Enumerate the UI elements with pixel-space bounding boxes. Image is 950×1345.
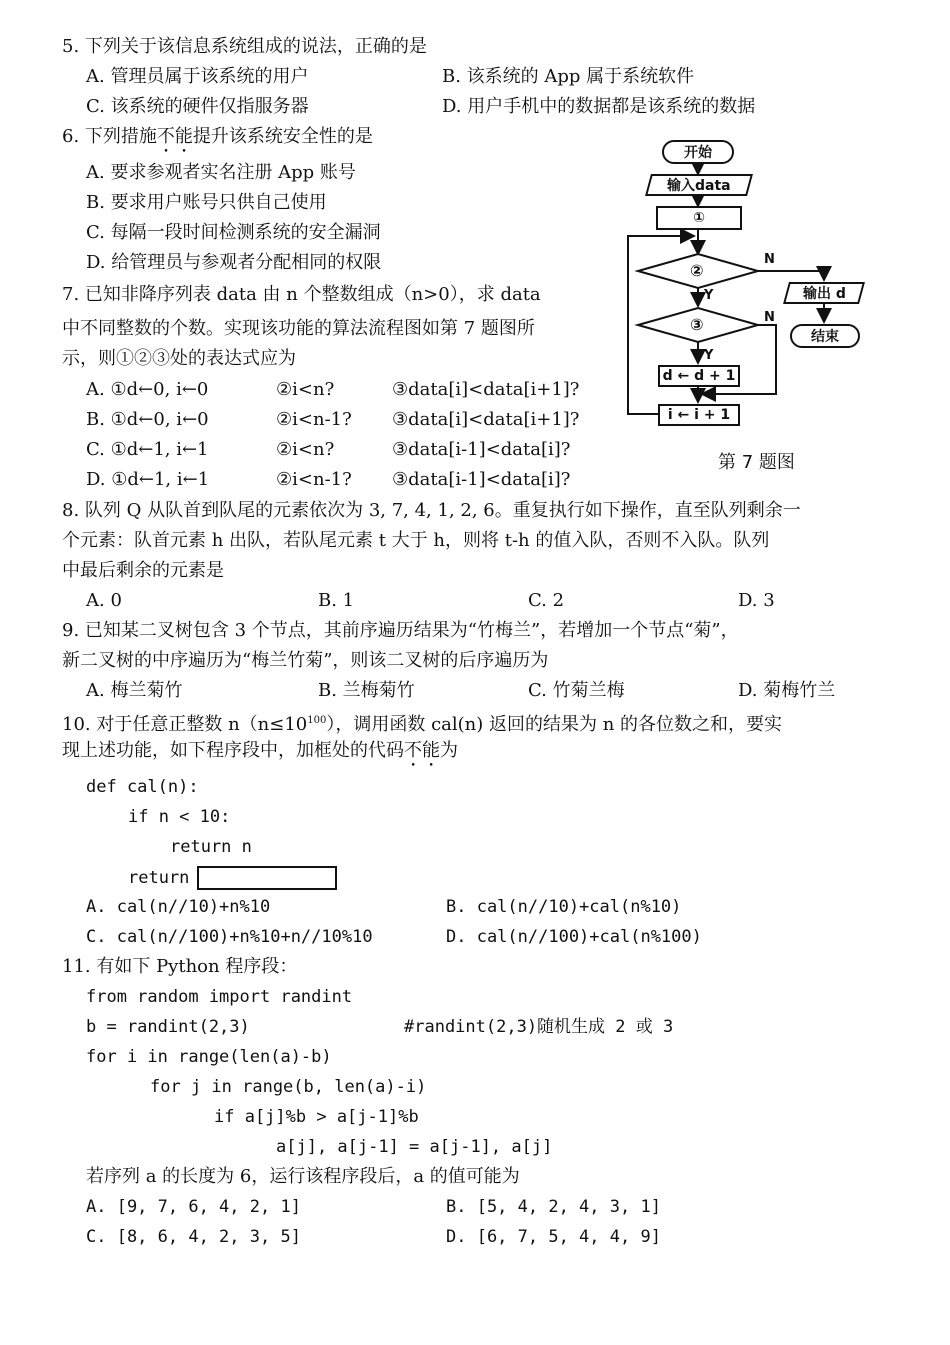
q7-option-a-part3: ③data[i]<data[i+1]? — [392, 379, 580, 400]
q6-option-d: D. 给管理员与参观者分配相同的权限 — [86, 252, 382, 273]
q7-option-d-part3: ③data[i-1]<data[i]? — [392, 469, 571, 490]
q5-stem: 5. 下列关于该信息系统组成的说法，正确的是 — [62, 36, 427, 57]
q6-option-b: B. 要求用户账号只供自己使用 — [86, 192, 327, 213]
flow-start-terminal: 开始 — [662, 140, 734, 164]
q9-option-c: C. 竹菊兰梅 — [528, 680, 625, 701]
q7-option-b-part3: ③data[i]<data[i+1]? — [392, 409, 580, 430]
q8-option-d: D. 3 — [738, 590, 775, 611]
q10-code-line1: def cal(n): — [86, 777, 199, 797]
q7-option-c-part3: ③data[i-1]<data[i]? — [392, 439, 571, 460]
q11-option-d: D. [6, 7, 5, 4, 4, 9] — [446, 1227, 661, 1247]
q9-option-a: A. 梅兰菊竹 — [86, 680, 183, 701]
q10-stem-line2 — [62, 740, 458, 771]
q10-option-b: B. cal(n//10)+cal(n%10) — [446, 897, 682, 917]
q11-question: 若序列 a 的长度为 6，运行该程序段后，a 的值可能为 — [86, 1166, 520, 1187]
q6-option-c: C. 每隔一段时间检测系统的安全漏洞 — [86, 222, 381, 243]
q8-stem-line3: 中最后剩余的元素是 — [62, 560, 224, 581]
q10-stem2-pre: 现上述功能，如下程序段中，加框处的代码 — [62, 740, 404, 761]
q11-code-line1: from random import randint — [86, 987, 353, 1007]
q7-stem-line1: 7. 已知非降序列表 data 由 n 个整数组成（n>0），求 data — [62, 284, 541, 305]
q10-stem-post: ），调用函数 cal(n) 返回的结果为 n 的各位数之和，要实 — [326, 714, 783, 735]
q6-stem — [62, 126, 373, 157]
q6-stem-pre: 6. 下列措施 — [62, 126, 157, 147]
flow-no-label-2: N — [764, 252, 775, 267]
flow-end-terminal: 结束 — [790, 324, 860, 348]
q11-stem: 11. 有如下 Python 程序段： — [62, 956, 298, 977]
flow-output-box — [783, 282, 865, 304]
q8-option-b: B. 1 — [318, 590, 355, 611]
q11-code-comment: #randint(2,3)随机生成 2 或 3 — [404, 1017, 674, 1037]
q9-option-b: B. 兰梅菊竹 — [318, 680, 415, 701]
flow-no-label-3: N — [764, 310, 775, 325]
q5-option-b: B. 该系统的 App 属于系统软件 — [442, 66, 695, 87]
q7-option-a-part1: A. ①d←0, i←0 — [86, 379, 209, 400]
q10-option-a: A. cal(n//10)+n%10 — [86, 897, 271, 917]
q10-option-c: C. cal(n//100)+n%10+n//10%10 — [86, 927, 373, 947]
flow-increment-d: d ← d + 1 — [658, 365, 740, 387]
q7-option-b-part2: ②i<n-1? — [276, 409, 352, 430]
q7-option-d-part1: D. ①d←1, i←1 — [86, 469, 210, 490]
q7-option-a-part2: ②i<n? — [276, 379, 335, 400]
q6-stem-post: 提升该系统安全性的是 — [192, 126, 373, 147]
q11-option-a: A. [9, 7, 6, 4, 2, 1] — [86, 1197, 301, 1217]
q5-option-a: A. 管理员属于该系统的用户 — [86, 66, 309, 87]
q7-option-c-part1: C. ①d←1, i←1 — [86, 439, 209, 460]
q7-option-b-part1: B. ①d←0, i←0 — [86, 409, 209, 430]
q11-code-line5: if a[j]%b > a[j-1]%b — [214, 1107, 419, 1127]
q7-stem-line2: 中不同整数的个数。实现该功能的算法流程图如第 7 题图所 — [62, 318, 535, 339]
flow-yes-label-3: Y — [704, 348, 714, 363]
flow-output-label: 输出 d — [802, 286, 846, 302]
q10-option-d: D. cal(n//100)+cal(n%100) — [446, 927, 702, 947]
q6-stem-emphasis: 不能 — [156, 126, 193, 147]
q10-exponent: 100 — [307, 715, 327, 726]
q11-code-line2: b = randint(2,3) — [86, 1017, 250, 1037]
q10-return-keyword: return — [128, 868, 190, 888]
flow-input-label: 输入data — [667, 178, 731, 194]
flowchart-caption: 第 7 题图 — [718, 452, 795, 473]
flow-input-box — [645, 174, 753, 196]
flow-yes-label-2: Y — [704, 288, 714, 303]
q11-code-line3: for i in range(len(a)-b) — [86, 1047, 332, 1067]
q9-option-d: D. 菊梅竹兰 — [738, 680, 836, 701]
q5-option-c: C. 该系统的硬件仅指服务器 — [86, 96, 309, 117]
q10-code-line2: if n < 10: — [128, 807, 231, 827]
flow-decision-2-label: ② — [690, 261, 704, 280]
q10-code-line4 — [128, 866, 337, 890]
flow-step-1: ① — [656, 206, 742, 230]
q10-code-line3: return n — [170, 837, 252, 857]
q5-option-d: D. 用户手机中的数据都是该系统的数据 — [442, 96, 756, 117]
flow-decision-3-label: ③ — [690, 315, 704, 334]
q11-code-line6: a[j], a[j-1] = a[j-1], a[j] — [276, 1137, 553, 1157]
q10-blank-box — [197, 866, 337, 890]
flow-increment-i: i ← i + 1 — [658, 404, 740, 426]
q9-stem-line1: 9. 已知某二叉树包含 3 个节点，其前序遍历结果为“竹梅兰”，若增加一个节点“菊”， — [62, 620, 739, 641]
q10-stem-pre: 10. 对于任意正整数 n（n≤10 — [62, 714, 308, 735]
q11-code-line4: for j in range(b, len(a)-i) — [150, 1077, 427, 1097]
q8-stem-line1: 8. 队列 Q 从队首到队尾的元素依次为 3, 7, 4, 1, 2, 6。重复执行如下操作，直至队列剩余一 — [62, 500, 801, 521]
q8-option-c: C. 2 — [528, 590, 565, 611]
q10-stem2-post: 为 — [440, 740, 458, 761]
q6-option-a: A. 要求参观者实名注册 App 账号 — [86, 162, 356, 183]
q7-option-c-part2: ②i<n? — [276, 439, 335, 460]
q7-stem-line3: 示，则①②③处的表达式应为 — [62, 348, 296, 369]
q9-stem-line2: 新二叉树的中序遍历为“梅兰竹菊”，则该二叉树的后序遍历为 — [62, 650, 549, 671]
q11-option-c: C. [8, 6, 4, 2, 3, 5] — [86, 1227, 301, 1247]
q10-stem-line1 — [62, 710, 782, 736]
q11-option-b: B. [5, 4, 2, 4, 3, 1] — [446, 1197, 661, 1217]
q8-option-a: A. 0 — [86, 590, 122, 611]
q7-flowchart — [610, 130, 900, 490]
q10-stem2-emphasis: 不能 — [404, 740, 440, 761]
q8-stem-line2: 个元素：队首元素 h 出队，若队尾元素 t 大于 h，则将 t-h 的值入队，否则不入队。队列 — [62, 530, 770, 551]
q7-option-d-part2: ②i<n-1? — [276, 469, 352, 490]
